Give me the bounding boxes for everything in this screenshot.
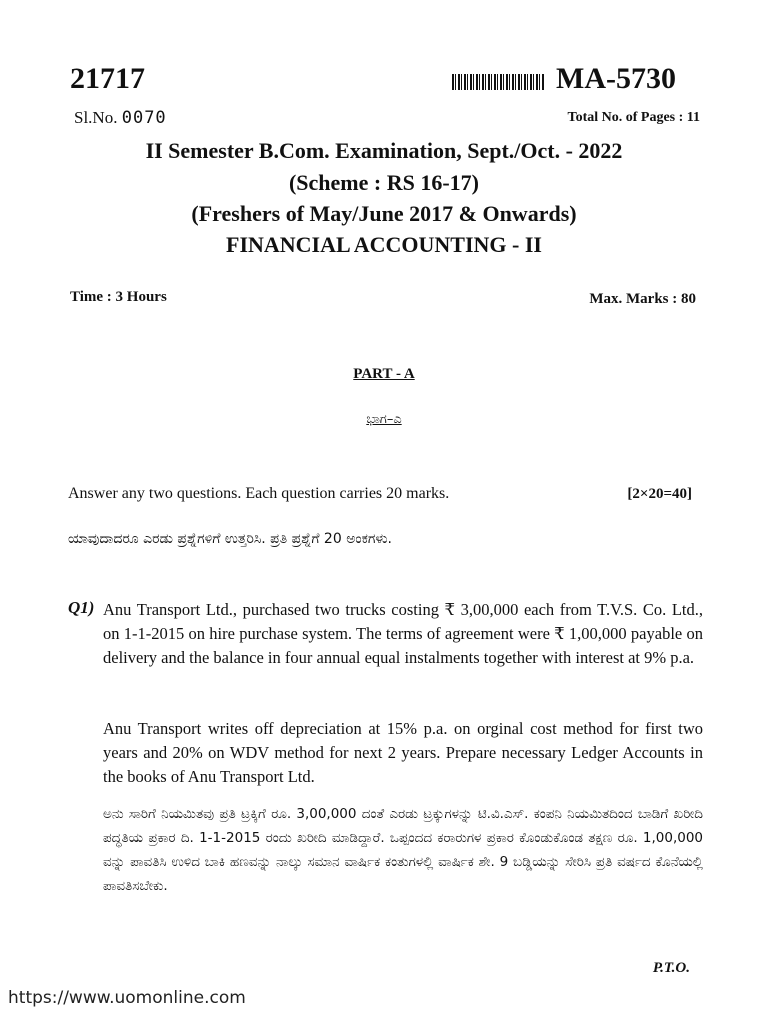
source-url: https://www.uomonline.com: [8, 988, 246, 1008]
serial-number: [74, 108, 167, 128]
part-instruction-kannada: ಯಾವುದಾದರೂ ಎರಡು ಪ್ರಶ್ನೆಗಳಿಗೆ ಉತ್ತರಿಸಿ. ಪ್ರತಿ ಪ್ರಶ್ನೆಗೆ 20 ಅಂಕಗಳು.: [68, 531, 393, 547]
please-turn-over: P.T.O.: [652, 960, 690, 976]
part-heading: PART - A: [353, 366, 415, 382]
paper-code-left: 21717: [70, 62, 145, 95]
exam-batch: (Freshers of May/June 2017 & Onwards): [191, 201, 577, 226]
part-instruction: Answer any two questions. Each question carries 20 marks.: [68, 485, 450, 502]
barcode: [452, 74, 544, 90]
paper-code-right: MA-5730: [556, 62, 676, 95]
question-paragraph-kannada: ಅನು ಸಾರಿಗೆ ನಿಯಮಿತವು ಪ್ರತಿ ಟ್ರಕ್ಕಿಗೆ ರೂ. 3,00,000 ದಂತೆ ಎರಡು ಟ್ರಕ್ಕುಗಳನ್ನು ಟಿ.ವಿ.ಎಸ್. ಕಂಪನಿ ನಿಯಮಿತದಿಂದ ಬಾಡಿಗೆ ಖರೀದಿ ಪದ್ಧತಿಯ ಪ್ರಕಾರ ದಿ. 1-1-2015 ರಂದು ಖರೀದಿ ಮಾಡಿದ್ದಾರೆ. ಒಪ್ಪಂದದ ಕರಾರುಗಳ ಪ್ರಕಾರ ಕೊಂಡುಕೊಂಡ ತಕ್ಷಣ ರೂ. 1,00,000 ವನ್ನು ಪಾವತಿಸಿ ಉಳಿದ ಬಾಕಿ ಹಣವನ್ನು ನಾಲ್ಕು ಸಮಾನ ವಾರ್ಷಿಕ ಕಂತುಗಳಲ್ಲಿ ವಾರ್ಷಿಕ ಶೇ. 9 ಬಡ್ಡಿಯನ್ನು ಸೇರಿಸಿ ಪ್ರತಿ ವರ್ಷದ ಕೊನೆಯಲ್ಲಿ ಪಾವತಿಸಬೇಕು.: [103, 806, 703, 894]
exam-scheme: (Scheme : RS 16-17): [288, 170, 480, 195]
question-number: Q1): [68, 598, 95, 617]
marks-allocation: [2×20=40]: [627, 486, 692, 502]
serial-number-value: 0070: [121, 108, 167, 128]
exam-time: Time : 3 Hours: [70, 289, 167, 305]
question-paragraph-1: Anu Transport Ltd., purchased two trucks costing ₹ 3,00,000 each from T.V.S. Co. Ltd., on 1-1-2015 on hire purchase system. The terms of agreement were ₹ 1,00,000 payable on delivery and the balance in four annual equal instalments together with interest at 9% p.a.: [103, 600, 703, 667]
max-marks: Max. Marks : 80: [589, 291, 696, 307]
total-pages: Total No. of Pages : 11: [567, 110, 700, 125]
part-heading-kannada: ಭಾಗ–ಎ: [366, 412, 402, 427]
question-paragraph-2: Anu Transport writes off depreciation at 15% p.a. on orginal cost method for first two years and 20% on WDV method for next 2 years. Prepare necessary Ledger Accounts in the books of Anu Transport Ltd.: [103, 719, 703, 786]
subject-title: FINANCIAL ACCOUNTING - II: [226, 232, 542, 257]
exam-title: II Semester B.Com. Examination, Sept./Oct. - 2022: [145, 138, 623, 163]
serial-number-label: Sl.No.: [74, 108, 118, 127]
